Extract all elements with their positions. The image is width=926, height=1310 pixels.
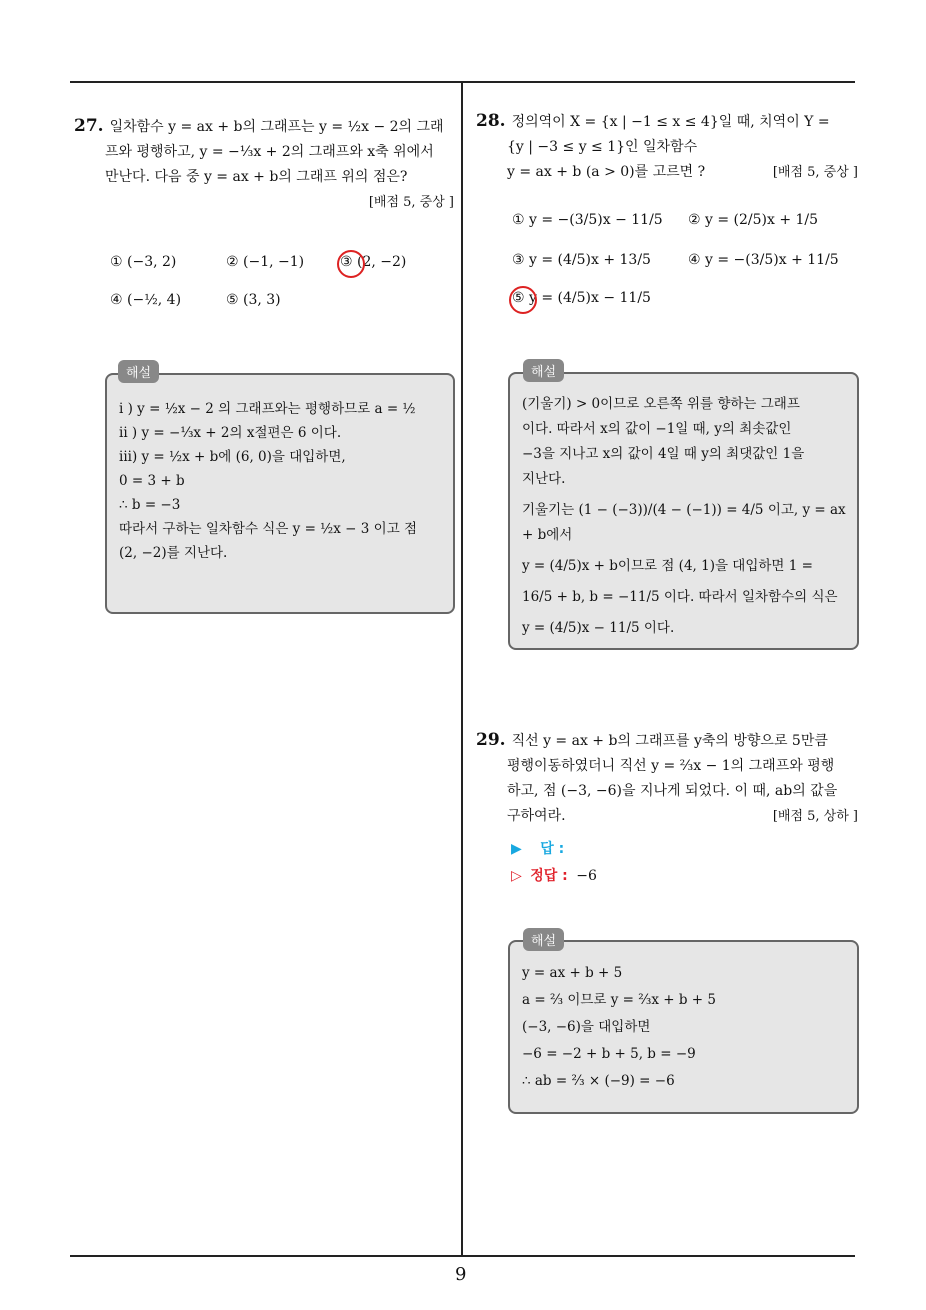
problem-text-line: 직선 y = ax + b의 그래프를 y축의 방향으로 5만큼 (511, 733, 828, 749)
solution-line: i ) y = ½x − 2 의 그래프와는 평행하므로 a = ½ (119, 401, 416, 417)
solution-line: −6 = −2 + b + 5, b = −9 (522, 1046, 696, 1062)
problem-text-line: y = ax + b (a > 0)를 고르면 ? (507, 164, 706, 180)
solution-line: (2, −2)를 지난다. (119, 545, 228, 561)
problem-29 (476, 728, 858, 829)
solution-line: ∴ b = −3 (119, 497, 181, 513)
correct-answer-label: 정답 : (530, 868, 568, 884)
choice-2[interactable]: ② y = (2/5)x + 1/5 (688, 212, 819, 228)
choice-3[interactable]: ③ y = (4/5)x + 13/5 (512, 252, 651, 268)
play-triangle-icon: ▶ (511, 841, 522, 857)
problem-text-line: 평행이동하였더니 직선 y = ⅔x − 1의 그래프와 평행 (507, 758, 835, 774)
solution-box-28 (508, 372, 859, 650)
solution-tag: 해설 (523, 928, 564, 951)
solution-tag: 해설 (523, 359, 564, 382)
page-number: 9 (455, 1264, 467, 1285)
problem-text-line: 하고, 점 (−3, −6)을 지나게 되었다. 이 때, ab의 값을 (507, 783, 838, 799)
points-label: [배점 5, 상하 ] (772, 809, 858, 824)
answer-label: 답 : (540, 841, 565, 857)
bottom-rule (70, 1255, 855, 1257)
column-divider (461, 81, 463, 1257)
problem-number: 29. (476, 730, 506, 750)
solution-line: 기울기는 (1 − (−3))/(4 − (−1)) = 4/5 이고, y = ax + b에서 (522, 502, 846, 543)
solution-line: ∴ ab = ⅔ × (−9) = −6 (522, 1073, 675, 1089)
points-label: [배점 5, 중상 ] (368, 195, 454, 210)
solution-line: y = ax + b + 5 (522, 965, 623, 981)
correct-answer-value: −6 (576, 868, 597, 884)
selected-answer-mark (337, 250, 365, 278)
solution-line: (기울기) > 0이므로 오른쪽 위를 향하는 그래프 (522, 396, 800, 412)
correct-answer-row (511, 865, 597, 885)
problem-number: 27. (74, 116, 104, 136)
problem-27 (74, 114, 454, 215)
solution-line: iii) y = ½x + b에 (6, 0)을 대입하면, (119, 449, 346, 465)
problem-text-line: {y | −3 ≤ y ≤ 1}인 일차함수 (507, 139, 698, 155)
solution-tag: 해설 (118, 360, 159, 383)
solution-line: 지난다. (522, 471, 566, 487)
choice-5[interactable]: ⑤ (3, 3) (226, 292, 281, 308)
solution-line: 이다. 따라서 x의 값이 −1일 때, y의 최솟값인 (522, 421, 792, 437)
solution-line: 따라서 구하는 일차함수 식은 y = ½x − 3 이고 점 (119, 521, 418, 537)
choice-1[interactable]: ① y = −(3/5)x − 11/5 (512, 212, 663, 228)
problem-text-line: 만난다. 다음 중 y = ax + b의 그래프 위의 점은? (105, 169, 408, 185)
solution-line: −3을 지나고 x의 값이 4일 때 y의 최댓값인 1을 (522, 446, 805, 462)
solution-line: 0 = 3 + b (119, 473, 185, 489)
solution-line: y = (4/5)x + b이므로 점 (4, 1)을 대입하면 1 = (522, 558, 813, 574)
choice-2[interactable]: ② (−1, −1) (226, 254, 305, 270)
solution-line: y = (4/5)x − 11/5 이다. (522, 620, 675, 636)
problem-text-line: 일차함수 y = ax + b의 그래프는 y = ½x − 2의 그래 (109, 119, 444, 135)
problem-28 (476, 109, 858, 185)
problem-number: 28. (476, 111, 506, 131)
problem-text-line: 구하여라. (507, 808, 566, 824)
choice-4[interactable]: ④ y = −(3/5)x + 11/5 (688, 252, 839, 268)
solution-line: ii ) y = −⅓x + 2의 x절편은 6 이다. (119, 425, 342, 441)
choice-4[interactable]: ④ (−½, 4) (110, 292, 182, 308)
solution-box-29 (508, 940, 859, 1114)
choice-3[interactable]: ③ (2, −2) (340, 254, 407, 270)
choice-1[interactable]: ① (−3, 2) (110, 254, 177, 270)
problem-text-line: 프와 평행하고, y = −⅓x + 2의 그래프와 x축 위에서 (105, 144, 434, 160)
solution-line: a = ⅔ 이므로 y = ⅔x + b + 5 (522, 992, 716, 1008)
points-label: [배점 5, 중상 ] (772, 165, 858, 180)
answer-row (511, 838, 564, 858)
selected-answer-mark (509, 286, 537, 314)
choice-5[interactable]: ⑤ y = (4/5)x − 11/5 (512, 290, 651, 306)
solution-line: 16/5 + b, b = −11/5 이다. 따라서 일차함수의 식은 (522, 589, 838, 605)
solution-line: (−3, −6)을 대입하면 (522, 1019, 651, 1035)
outline-triangle-icon: ▷ (511, 868, 522, 884)
solution-box-27 (105, 373, 455, 614)
problem-text-line: 정의역이 X = {x | −1 ≤ x ≤ 4}일 때, 치역이 Y = (511, 114, 830, 130)
